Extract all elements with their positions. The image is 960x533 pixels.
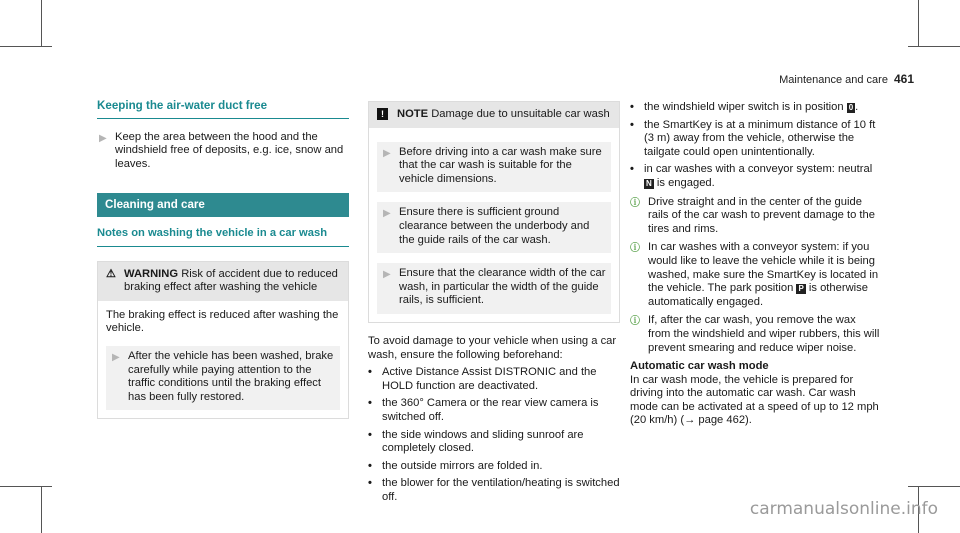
header-section: Maintenance and care <box>779 74 888 86</box>
list-item <box>368 397 620 424</box>
note-head-text: Damage due to unsuitable car wash <box>431 108 610 120</box>
list-item-text: the 360° Camera or the rear view camera is switched off. <box>382 397 599 423</box>
list-item <box>630 163 880 190</box>
tip-text: If, after the car wash, you remove the wax from the windshield and wiper rubbers, this will prevent smearing and reduce wiper noise. <box>648 314 880 354</box>
watermark: carmanualsonline.info <box>749 499 938 520</box>
list-item <box>368 366 620 393</box>
crop-mark <box>41 0 42 47</box>
arrow-icon: ▶ <box>99 132 107 144</box>
chapter-band: Cleaning and care <box>97 193 349 217</box>
step-text: Ensure that the clearance width of the car wash, in particular the width of the guide rails, is sufficient. <box>399 267 606 307</box>
note-body <box>369 128 619 322</box>
bullet-icon: • <box>368 397 372 410</box>
crop-mark <box>41 486 42 533</box>
bullet-icon: • <box>630 163 634 176</box>
bullet-icon: • <box>368 366 372 379</box>
warning-label: WARNING <box>124 267 179 280</box>
tip-text-part: is otherwise automatically engaged. <box>648 282 868 308</box>
tip-item <box>630 241 880 309</box>
warning-body <box>98 301 348 419</box>
tip-text: Drive straight and in the center of the guide rails of the car wash to prevent damage to the tires and rims. <box>648 195 875 235</box>
subsection-title: Notes on washing the vehicle in a car wash <box>97 227 349 247</box>
list-item <box>368 460 620 474</box>
intro-paragraph: To avoid damage to your vehicle when using a car wash, ensure the following beforehand: <box>368 334 617 361</box>
step-text: Ensure there is sufficient ground clearance between the underbody and the guide rails of the car wash. <box>399 206 590 246</box>
column-2 <box>368 101 620 504</box>
list-item-text: the side windows and sliding sunroof are completely closed. <box>382 428 584 455</box>
list-item-text: the outside mirrors are folded in. <box>382 459 543 472</box>
crop-mark <box>908 486 960 487</box>
warning-heading <box>124 268 342 295</box>
note-header <box>369 102 619 128</box>
step-text: Keep the area between the hood and the windshield free of deposits, e.g. ice, snow and leaves. <box>115 130 344 170</box>
paragraph: In car wash mode, the vehicle is prepared for driving into the automatic car wash. Car wash mode can be activated at a speed of up to 12 mph (20 km/h) (→ page 462). <box>630 373 879 427</box>
page-header <box>779 73 914 88</box>
step-item <box>377 142 611 193</box>
info-icon: ⓘ <box>630 316 640 328</box>
page-number: 461 <box>893 72 914 86</box>
note-heading <box>397 108 610 122</box>
step-item <box>106 346 340 410</box>
bullet-icon: • <box>368 459 372 472</box>
tip-item <box>630 196 880 237</box>
warning-icon: ⚠ <box>106 267 117 280</box>
list-text-part: the windshield wiper switch is in position <box>644 101 844 113</box>
column-1 <box>97 99 349 419</box>
bullet-icon: • <box>368 428 372 441</box>
list-item <box>368 477 620 504</box>
bullet-icon: • <box>630 118 634 131</box>
crop-mark <box>0 46 52 47</box>
step-item <box>377 263 611 314</box>
neutral-gear-key: N <box>646 178 652 188</box>
step-text: After the vehicle has been washed, brake carefully while paying attention to the traffic conditions until the braking effect has been fully restored. <box>128 349 334 403</box>
arrow-icon: ▶ <box>112 351 120 363</box>
note-box <box>368 101 620 323</box>
warning-header <box>98 262 348 301</box>
note-icon-wrap <box>377 108 397 122</box>
info-icon: ⓘ <box>630 197 640 209</box>
warning-box <box>97 261 349 420</box>
park-position-key: P <box>798 284 804 294</box>
step-text: Before driving into a car wash make sure that the car wash is suitable for the vehicle dimensions. <box>399 145 602 185</box>
section-title: Keeping the air-water duct free <box>97 99 349 119</box>
crop-mark <box>0 486 52 487</box>
list-text-part: in car washes with a conveyor system: neutral <box>644 163 873 176</box>
tip-text <box>648 241 880 309</box>
wiper-position-key: 0 <box>848 103 854 112</box>
bullet-icon: • <box>630 101 634 113</box>
tip-item <box>630 314 880 355</box>
list-item-text: Active Distance Assist DISTRONIC and the HOLD function are deactivated. <box>382 366 597 392</box>
arrow-icon: ▶ <box>383 208 391 220</box>
column-3 <box>630 101 880 428</box>
crop-mark <box>918 0 919 47</box>
list-item <box>368 429 620 456</box>
warning-text: The braking effect is reduced after washing the vehicle. <box>106 308 339 335</box>
list-item-text: the blower for the ventilation/heating is switched off. <box>382 477 620 503</box>
list-item-text <box>644 163 880 190</box>
note-label: NOTE <box>397 108 429 120</box>
list-item <box>630 101 880 115</box>
subsection-heading: Automatic car wash mode <box>630 360 769 373</box>
arrow-icon: ▶ <box>383 147 391 159</box>
tip-text-part: In car washes with a conveyor system: if you would like to leave the vehicle while it is being washed, make sure the SmartKey is located in the vehicle. The park position <box>648 241 879 295</box>
list-item-text: the SmartKey is at a minimum distance of 10 ft (3 m) away from the vehicle, otherwise the tailgate could open unintentionally. <box>644 118 876 158</box>
crop-mark <box>908 46 960 47</box>
arrow-icon: ▶ <box>383 269 391 281</box>
list-item-text: the windshield wiper switch is in position 0 . <box>644 101 859 113</box>
info-icon: ⓘ <box>630 243 640 255</box>
bullet-icon: • <box>368 477 372 490</box>
list-text-part: is engaged. <box>656 176 715 189</box>
exclamation-icon: ! <box>377 108 388 120</box>
step-item <box>97 131 349 172</box>
warning-head-text: Risk of accident due to reduced braking effect after washing the vehicle <box>124 267 338 294</box>
list-item <box>630 119 880 160</box>
step-item <box>377 202 611 253</box>
